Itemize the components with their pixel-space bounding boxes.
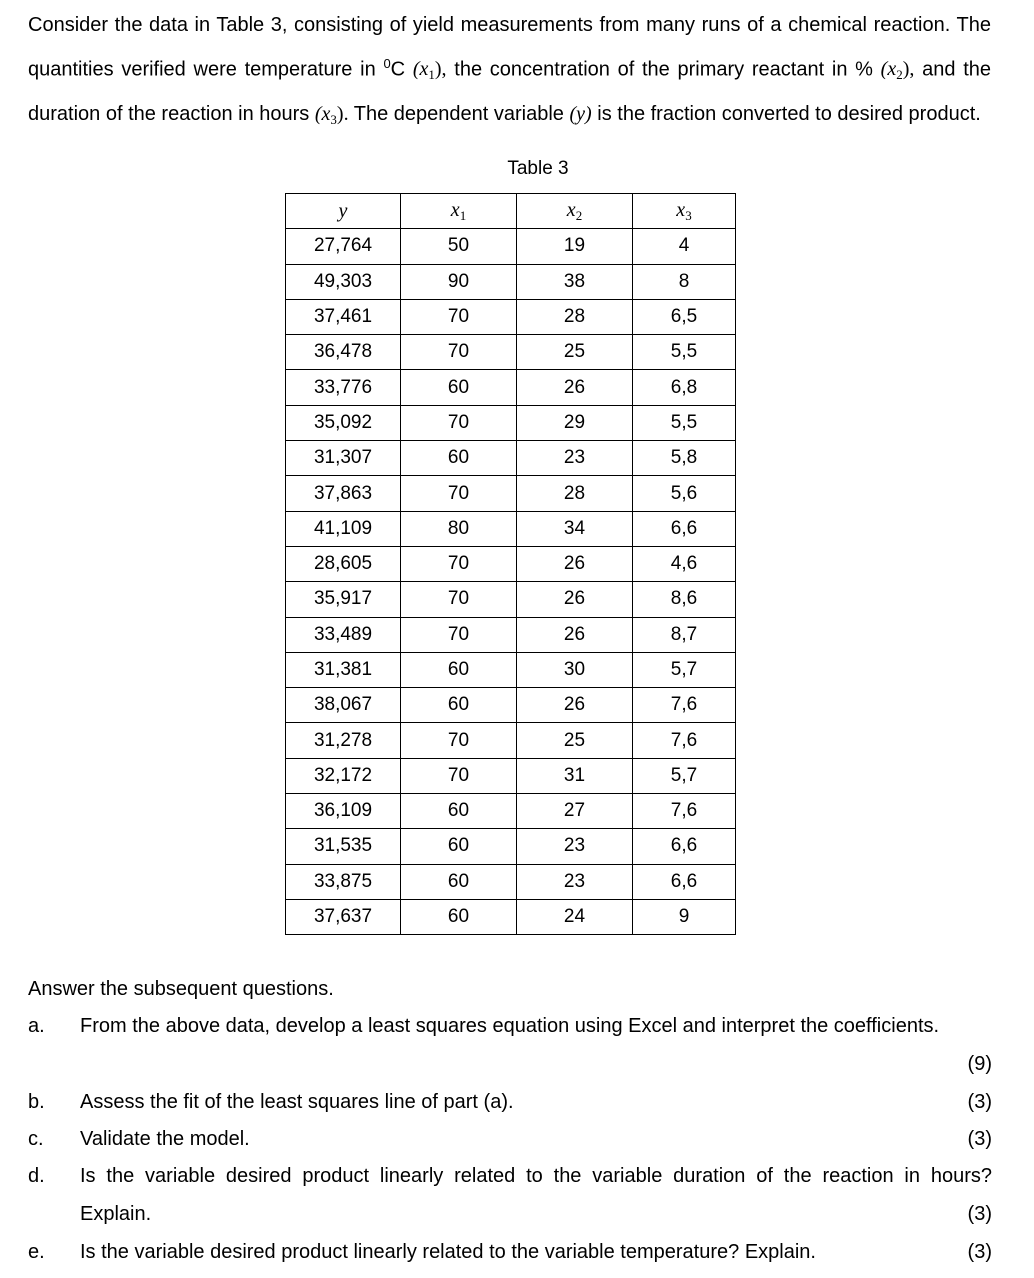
var-x2-base: (x xyxy=(880,58,897,81)
intro-text-5: The dependent variable xyxy=(348,102,570,125)
cell-x3: 5,8 xyxy=(633,441,736,476)
table-row xyxy=(286,758,736,793)
var-x2-sub: 2 xyxy=(896,67,903,83)
table-row xyxy=(286,794,736,829)
header-x2 xyxy=(517,194,633,229)
table-row xyxy=(286,441,736,476)
cell-x1: 70 xyxy=(401,335,517,370)
cell-x2: 26 xyxy=(517,370,633,405)
question-d-text-line2: Explain. xyxy=(80,1203,152,1225)
cell-x1: 60 xyxy=(401,370,517,405)
cell-x3: 5,7 xyxy=(633,758,736,793)
cell-x1: 60 xyxy=(401,688,517,723)
question-a-marks: (9) xyxy=(967,1053,992,1075)
cell-x2: 25 xyxy=(517,723,633,758)
question-d-text-line1: Is the variable desired product linearly related to the variable duration of the reaction in hours? xyxy=(80,1165,992,1187)
intro-text-4: and the duration of the reaction in hours xyxy=(28,58,991,125)
cell-x1: 70 xyxy=(401,582,517,617)
table-row xyxy=(286,370,736,405)
var-x3-base: (x xyxy=(314,102,331,125)
table-row xyxy=(286,511,736,546)
question-b xyxy=(28,1091,992,1121)
cell-y: 33,489 xyxy=(286,617,401,652)
header-x3-sub: 3 xyxy=(685,207,692,223)
cell-y: 37,461 xyxy=(286,299,401,334)
question-a-text: From the above data, develop a least squares equation using Excel and interpret the coefficients. xyxy=(80,1015,940,1037)
cell-x2: 29 xyxy=(517,405,633,440)
table-caption: Table 3 xyxy=(507,158,569,179)
cell-x3: 6,5 xyxy=(633,299,736,334)
cell-x1: 60 xyxy=(401,652,517,687)
header-x1-label: x xyxy=(450,198,460,221)
cell-x1: 80 xyxy=(401,511,517,546)
cell-y: 35,092 xyxy=(286,405,401,440)
header-x2-sub: 2 xyxy=(575,207,583,223)
cell-y: 31,307 xyxy=(286,441,401,476)
cell-y: 32,172 xyxy=(286,758,401,793)
cell-x2: 26 xyxy=(517,617,633,652)
cell-x1: 70 xyxy=(401,299,517,334)
question-a xyxy=(28,1015,992,1085)
table-row xyxy=(286,617,736,652)
header-x2-label: x xyxy=(566,198,576,221)
cell-y: 37,863 xyxy=(286,476,401,511)
cell-x2: 23 xyxy=(517,829,633,864)
header-x1-sub: 1 xyxy=(459,207,467,223)
var-x1-sub: 1 xyxy=(428,67,435,83)
cell-x1: 60 xyxy=(401,864,517,899)
table-row xyxy=(286,229,736,264)
cell-x3: 5,5 xyxy=(633,405,736,440)
cell-y: 31,381 xyxy=(286,652,401,687)
cell-x1: 90 xyxy=(401,264,517,299)
cell-x3: 7,6 xyxy=(633,723,736,758)
cell-x3: 5,7 xyxy=(633,652,736,687)
cell-x2: 28 xyxy=(517,476,633,511)
cell-x2: 34 xyxy=(517,511,633,546)
question-b-marks: (3) xyxy=(967,1091,992,1113)
cell-x2: 31 xyxy=(517,758,633,793)
var-y: (y) xyxy=(569,102,592,125)
question-c-text: Validate the model. xyxy=(80,1128,250,1150)
question-b-letter: b. xyxy=(28,1091,45,1113)
table-row xyxy=(286,829,736,864)
table-header-row xyxy=(286,194,736,229)
question-a-letter: a. xyxy=(28,1015,45,1037)
cell-x3: 4 xyxy=(633,229,736,264)
cell-x3: 8,7 xyxy=(633,617,736,652)
cell-x1: 70 xyxy=(401,476,517,511)
question-d xyxy=(28,1165,992,1235)
table-row xyxy=(286,476,736,511)
cell-x2: 30 xyxy=(517,652,633,687)
var-x1-close: ), xyxy=(434,58,447,81)
table-row xyxy=(286,582,736,617)
cell-y: 38,067 xyxy=(286,688,401,723)
cell-x2: 19 xyxy=(517,229,633,264)
intro-text-2: C xyxy=(390,58,413,81)
cell-x2: 38 xyxy=(517,264,633,299)
var-x3-sub: 3 xyxy=(330,111,337,127)
table-row xyxy=(286,652,736,687)
question-e xyxy=(28,1241,992,1271)
cell-y: 36,478 xyxy=(286,335,401,370)
cell-x3: 5,6 xyxy=(633,476,736,511)
cell-x2: 28 xyxy=(517,299,633,334)
table-row xyxy=(286,723,736,758)
cell-x1: 60 xyxy=(401,899,517,934)
cell-x3: 9 xyxy=(633,899,736,934)
cell-x2: 25 xyxy=(517,335,633,370)
cell-x1: 70 xyxy=(401,723,517,758)
cell-x3: 5,5 xyxy=(633,335,736,370)
cell-y: 31,535 xyxy=(286,829,401,864)
table-row xyxy=(286,546,736,581)
question-c-letter: c. xyxy=(28,1128,44,1150)
question-d-marks: (3) xyxy=(967,1203,992,1225)
cell-x3: 6,6 xyxy=(633,864,736,899)
cell-x3: 7,6 xyxy=(633,794,736,829)
intro-text-3: the concentration of the primary reactant in % xyxy=(446,58,881,81)
table-row xyxy=(286,335,736,370)
degree-superscript: 0 xyxy=(383,55,391,71)
var-x1-base: (x xyxy=(412,58,429,81)
cell-x1: 70 xyxy=(401,405,517,440)
cell-x1: 60 xyxy=(401,441,517,476)
cell-x3: 8,6 xyxy=(633,582,736,617)
cell-y: 49,303 xyxy=(286,264,401,299)
cell-x1: 70 xyxy=(401,546,517,581)
question-e-letter: e. xyxy=(28,1241,45,1263)
question-b-text: Assess the fit of the least squares line of part (a). xyxy=(80,1091,514,1113)
header-x3-label: x xyxy=(676,198,686,221)
table-row xyxy=(286,864,736,899)
cell-x2: 26 xyxy=(517,688,633,723)
data-table xyxy=(285,193,736,935)
cell-x2: 26 xyxy=(517,582,633,617)
cell-x3: 6,8 xyxy=(633,370,736,405)
header-x3 xyxy=(633,194,736,229)
var-x3-close: ). xyxy=(336,102,349,125)
intro-text-6: is the fraction converted to desired product. xyxy=(591,102,981,125)
table-row xyxy=(286,299,736,334)
header-x1 xyxy=(401,194,517,229)
table-row xyxy=(286,405,736,440)
questions-intro: Answer the subsequent questions. xyxy=(28,978,334,1000)
cell-y: 27,764 xyxy=(286,229,401,264)
var-x3 xyxy=(315,103,349,125)
question-d-letter: d. xyxy=(28,1165,45,1187)
cell-y: 33,875 xyxy=(286,864,401,899)
question-e-marks: (3) xyxy=(967,1241,992,1263)
cell-y: 37,637 xyxy=(286,899,401,934)
cell-y: 31,278 xyxy=(286,723,401,758)
var-x2 xyxy=(880,58,915,83)
cell-y: 33,776 xyxy=(286,370,401,405)
cell-x2: 23 xyxy=(517,864,633,899)
cell-x3: 4,6 xyxy=(633,546,736,581)
intro-text-1: Consider the data in Table 3, consisting of yield measurements from many runs of a chemical reaction. The quantities verified were temperature in xyxy=(28,14,991,81)
cell-x3: 7,6 xyxy=(633,688,736,723)
question-e-text: Is the variable desired product linearly related to the variable temperature? Explain. xyxy=(80,1241,816,1263)
cell-x3: 6,6 xyxy=(633,829,736,864)
var-x2-close: ), xyxy=(902,58,915,81)
question-c xyxy=(28,1128,992,1158)
cell-y: 28,605 xyxy=(286,546,401,581)
cell-x2: 27 xyxy=(517,794,633,829)
cell-y: 36,109 xyxy=(286,794,401,829)
cell-x1: 60 xyxy=(401,829,517,864)
intro-paragraph xyxy=(28,6,991,139)
header-y xyxy=(286,194,401,229)
cell-x2: 26 xyxy=(517,546,633,581)
cell-y: 35,917 xyxy=(286,582,401,617)
table-row xyxy=(286,899,736,934)
cell-x3: 8 xyxy=(633,264,736,299)
question-c-marks: (3) xyxy=(967,1128,992,1150)
cell-y: 41,109 xyxy=(286,511,401,546)
cell-x1: 70 xyxy=(401,617,517,652)
table-row xyxy=(286,264,736,299)
var-x1 xyxy=(412,58,447,83)
cell-x3: 6,6 xyxy=(633,511,736,546)
cell-x1: 50 xyxy=(401,229,517,264)
table-row xyxy=(286,688,736,723)
cell-x1: 70 xyxy=(401,758,517,793)
cell-x2: 24 xyxy=(517,899,633,934)
cell-x1: 60 xyxy=(401,794,517,829)
cell-x2: 23 xyxy=(517,441,633,476)
header-y-label: y xyxy=(338,199,348,222)
